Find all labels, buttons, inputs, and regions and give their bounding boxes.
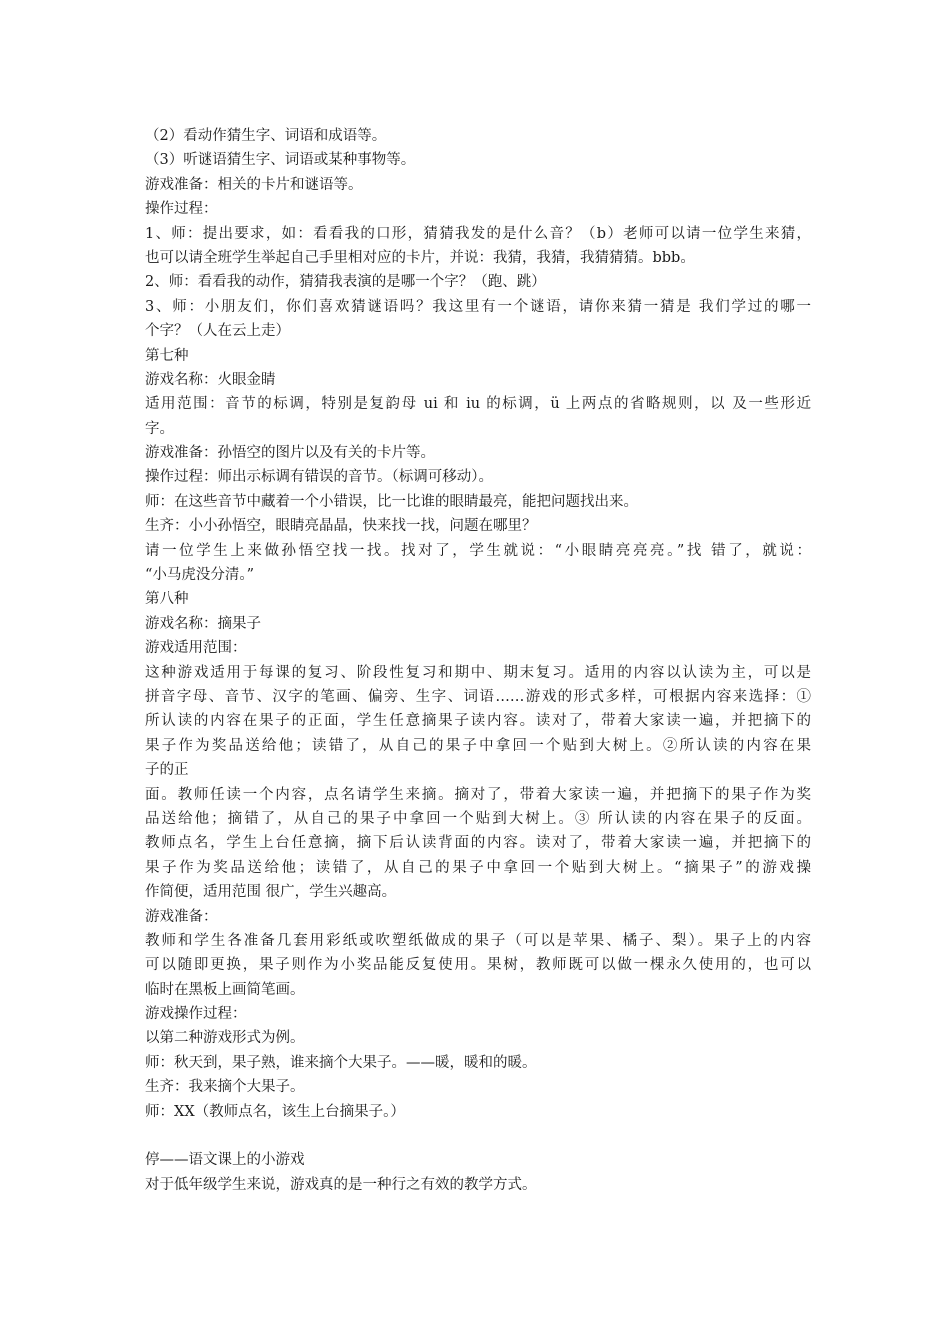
text-line: 2、师：看看我的动作，猜猜我表演的是哪一个字？（跑、跳） [145,274,546,291]
blank-line [145,1124,811,1148]
text-line: 可以随即更换，果子则作为小奖品能反复使用。果树，教师既可以做一棵永久使用的，也可以 [145,957,811,974]
text-line: 品送给他；摘错了，从自己的果子中拿回一个贴到大树上。③ 所认读的内容在果子的反面。 [145,810,811,827]
text-line: 生齐：我来摘个大果子。 [145,1079,305,1096]
text-line: 对于低年级学生来说，游戏真的是一种行之有效的教学方式。 [145,1176,537,1193]
text-line: 字。 [145,420,174,437]
text-line: 游戏准备： [145,908,218,925]
text-line: 果子作为奖品送给他；读错了，从自己的果子中拿回一个贴到大树上。“摘果子”的游戏操 [145,859,811,876]
text-line: 所认读的内容在果子的正面，学生任意摘果子读内容。读对了，带着大家读一遍，并把摘下的 [145,713,811,730]
text-line: 第七种 [145,347,189,364]
text-line: 游戏操作过程： [145,1006,247,1023]
text-line: 生齐：小小孙悟空，眼睛亮晶晶，快来找一找，问题在哪里？ [145,518,537,535]
text-line: 也可以请全班学生举起自己手里相对应的卡片，并说：我猜，我猜，我猜猜猜。bbb。 [145,249,695,266]
text-line: 师：XX（教师点名，该生上台摘果子。） [145,1103,405,1120]
text-line: 适用范围：音节的标调，特别是复韵母 ui 和 iu 的标调，ü 上两点的省略规则，以 及一些形近 [145,396,811,413]
text-line: 作简便，适用范围 很广，学生兴趣高。 [145,884,397,901]
text-line: 操作过程：师出示标调有错误的音节。（标调可移动）。 [145,469,493,486]
text-line: 果子作为奖品送给他；读错了，从自己的果子中拿回一个贴到大树上。②所认读的内容在果 [145,737,811,754]
text-line: 子的正 [145,762,189,779]
text-line: 游戏适用范围： [145,640,247,657]
text-line: 个字？（人在云上走） [145,323,290,340]
text-line: 教师和学生各准备几套用彩纸或吹塑纸做成的果子（可以是苹果、橘子、梨）。果子上的内容 [145,932,811,949]
text-line: （3）听谜语猜生字、词语或某种事物等。 [145,152,416,169]
text-line: 游戏准备：相关的卡片和谜语等。 [145,176,363,193]
text-line: 游戏名称：摘果子 [145,615,261,632]
text-line: 停——语文课上的小游戏 [145,1152,305,1169]
text-line: 面。教师任读一个内容，点名请学生来摘。摘对了，带着大家读一遍，并把摘下的果子作为奖 [145,786,811,803]
text-line: 3、师：小朋友们，你们喜欢猜谜语吗？我这里有一个谜语，请你来猜一猜是 我们学过的哪一 [145,298,811,315]
text-line: 游戏名称：火眼金睛 [145,371,276,388]
text-line: 拼音字母、音节、汉字的笔画、偏旁、生字、词语……游戏的形式多样，可根据内容来选择：① [145,688,811,705]
document-page [145,124,811,1197]
text-line: 师：在这些音节中藏着一个小错误，比一比谁的眼睛最亮，能把问题找出来。 [145,493,638,510]
text-line: 游戏准备：孙悟空的图片以及有关的卡片等。 [145,445,435,462]
text-line: 请一位学生上来做孙悟空找一找。找对了，学生就说：“小眼睛亮亮亮。”找 错了，就说： [145,542,811,559]
text-line: 临时在黑板上画简笔画。 [145,981,305,998]
text-line: 这种游戏适用于每课的复习、阶段性复习和期中、期末复习。适用的内容以认读为主，可以是 [145,664,811,681]
text-line: 操作过程： [145,201,218,218]
text-line: 以第二种游戏形式为例。 [145,1030,305,1047]
text-line: “小马虎没分清。” [145,567,255,584]
text-line: 1、师：提出要求，如：看看我的口形，猜猜我发的是什么音？（b）老师可以请一位学生来猜， [145,225,811,242]
text-line: 师：秋天到，果子熟，谁来摘个大果子。——暖，暖和的暖。 [145,1054,537,1071]
text-line: （2）看动作猜生字、词语和成语等。 [145,128,387,144]
text-line: 教师点名，学生上台任意摘，摘下后认读背面的内容。读对了，带着大家读一遍，并把摘下的 [145,835,811,852]
text-line: 第八种 [145,591,189,608]
